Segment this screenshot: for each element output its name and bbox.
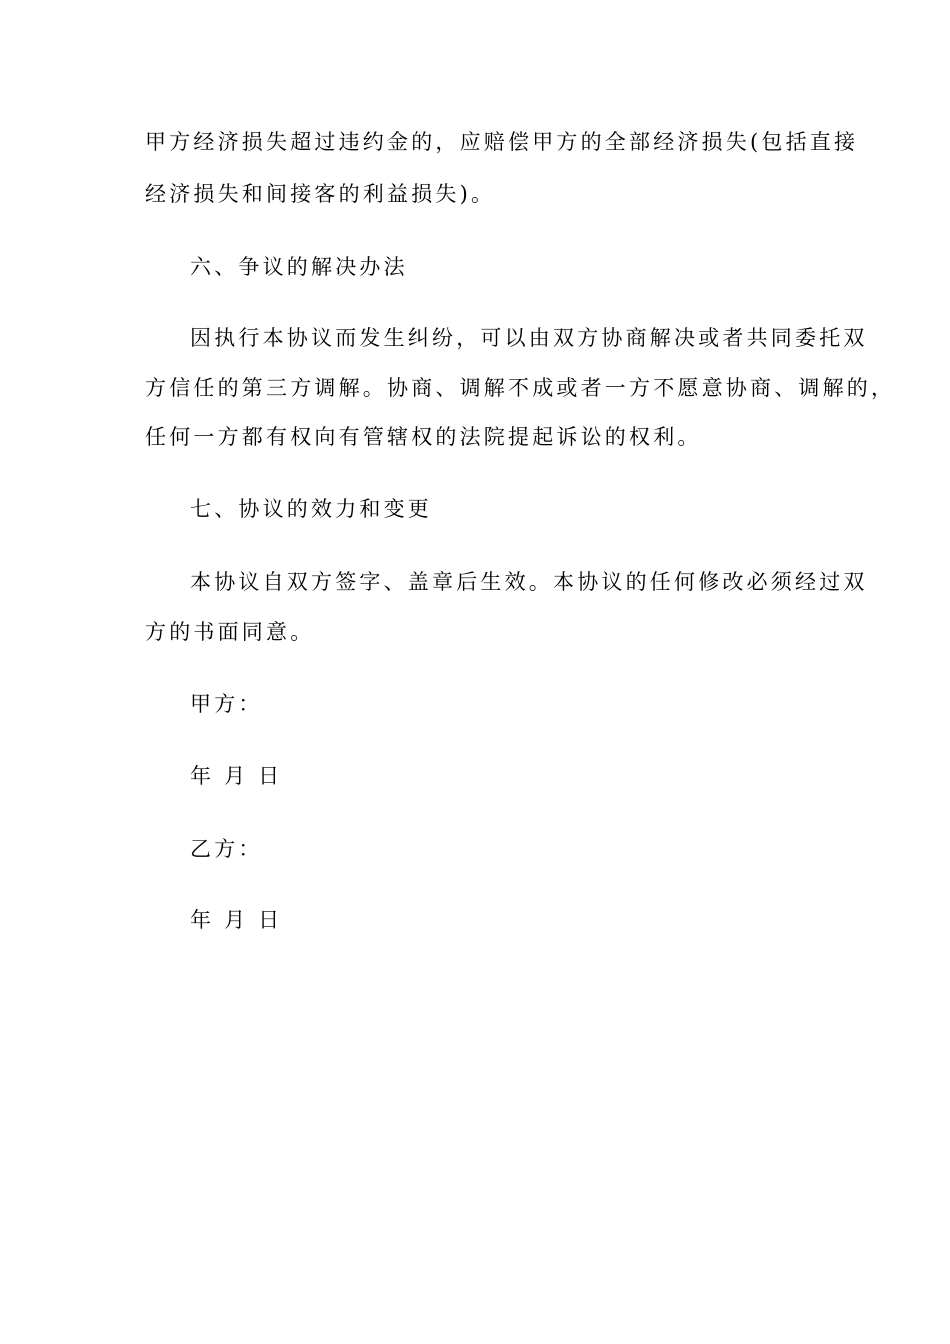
party-b-label: 乙方：: [190, 837, 263, 861]
section-6-body-line-3: 任何一方都有权向有管辖权的法院提起诉讼的权利。: [145, 425, 702, 449]
party-b-date: 年 月 日: [190, 908, 283, 932]
party-a-label: 甲方：: [190, 692, 263, 716]
section-6-body-line-1: 因执行本协议而发生纠纷，可以由双方协商解决或者共同委托双: [190, 326, 868, 350]
compensation-clause-line-1: 甲方经济损失超过违约金的，应赔偿甲方的全部经济损失(包括直接: [145, 130, 859, 154]
section-7-body-line-1: 本协议自双方签字、盖章后生效。本协议的任何修改必须经过双: [190, 570, 868, 594]
section-7-body-line-2: 方的书面同意。: [145, 620, 315, 644]
section-6-body-line-2: 方信任的第三方调解。协商、调解不成或者一方不愿意协商、调解的，: [145, 376, 896, 400]
compensation-clause-line-2: 经济损失和间接客的利益损失)。: [145, 182, 496, 206]
party-a-date: 年 月 日: [190, 764, 283, 788]
section-6-heading: 六、争议的解决办法: [190, 255, 408, 279]
section-7-heading: 七、协议的效力和变更: [190, 497, 432, 521]
